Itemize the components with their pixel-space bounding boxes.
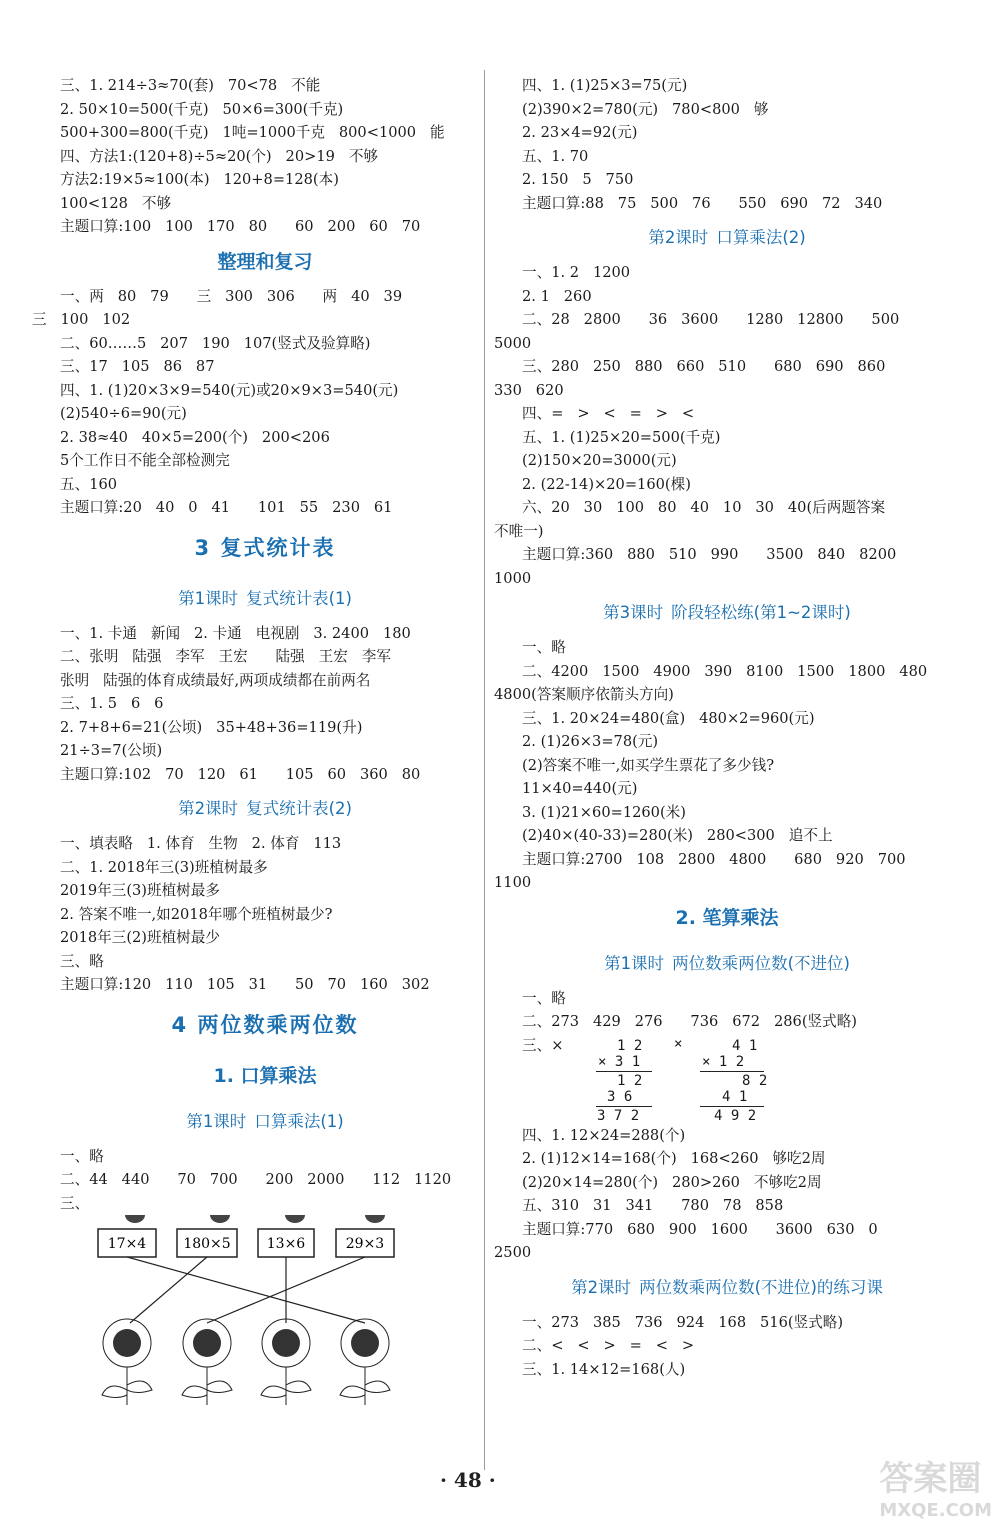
answer-line: 二、4200 1500 4900 390 8100 1500 1800 480 [522,662,928,680]
answer-line: 2. (1)12×14=168(个) 168<260 够吃2周 [522,1150,826,1167]
answer-line: 2. (22-14)×20=160(棵) [522,475,691,493]
oral-calc-line: 1000 [494,569,532,587]
lesson-number: 第2课时 [178,799,239,818]
answer-line: 二、44 440 70 700 200 2000 112 1120 [60,1171,452,1188]
answer-line: 六、20 30 100 80 40 10 30 40(后两题答案 [522,499,886,516]
section-title-written-multiplication: 2. 笔算乘法 [675,906,779,929]
lesson-number: 第3课时 [603,603,664,622]
calc-row: 1 2 [617,1072,643,1089]
lesson-number: 第2课时 [571,1277,632,1297]
lesson-title [60,786,470,832]
answer-line: 一、两 80 79 三 300 306 两 40 39 [60,287,403,305]
answer-line: 4800(答案顺序依箭头方向) [494,686,674,703]
calc-row: 8 2 [742,1072,768,1089]
answer-line: 一、略 [522,989,566,1007]
answer-line: 四、1. (1)20×3×9=540(元)或20×9×3=540(元) [60,381,399,399]
answer-line: 五、1. (1)25×20=500(千克) [522,428,721,446]
lesson-name: 阶段轻松练(第1~2课时) [671,603,851,622]
section-title-oral-multiplication: 1. 口算乘法 [213,1064,317,1087]
answer-line: 三、17 105 86 87 [60,358,215,375]
answer-line: (2)150×20=3000(元) [522,452,677,469]
lesson-number: 第2课时 [648,228,709,247]
column-divider [484,70,485,1470]
oral-calc-line: 主题口算:100 100 170 80 60 200 60 70 [60,218,421,235]
calc-row: 4 1 [732,1037,758,1054]
answer-line: 21÷3=7(公顷) [60,742,163,759]
calc-rule [596,1106,652,1107]
answer-line: 一、略 [60,1147,104,1165]
section-title-review: 整理和复习 [217,250,313,273]
lesson-name: 口算乘法(1) [254,1111,344,1131]
answer-line: 一、273 385 736 924 168 516(竖式略) [522,1313,844,1331]
oral-calc-line: 主题口算:120 110 105 31 50 70 160 302 [60,976,430,993]
oral-calc-line: 主题口算:360 880 510 990 3500 840 8200 [522,546,897,563]
bee-icon [207,1215,233,1223]
calc-row: 1 2 [617,1037,643,1054]
bee-flower-matching-figure [80,1215,470,1405]
answer-line: 3. (1)21×60=1260(米) [522,803,686,821]
lesson-title [522,941,932,987]
match-line [127,1257,365,1323]
lesson-number: 第1课时 [604,953,665,973]
lesson-number: 第1课时 [186,1111,247,1131]
answer-line: 2. 38≈40 40×5=200(个) 200<206 [60,428,330,446]
answer-line: 二、1. 2018年三(3)班植树最多 [60,858,268,876]
calc-row: 3 6 [607,1088,633,1105]
lesson-name: 两位数乘两位数(不进位)的练习课 [639,1277,883,1297]
expression-text: 17×4 [107,1236,147,1252]
answer-line: 四、1. (1)25×3=75(元) [522,77,688,94]
expression-text: 29×3 [345,1236,385,1252]
answer-line: 不唯一) [494,522,544,540]
answer-line: 张明 陆强的体育成绩最好,两项成绩都在前两名 [60,671,371,689]
answer-line: 500+300=800(千克) 1吨=1000千克 800<1000 能 [60,124,445,141]
lesson-name: 复式统计表(2) [246,799,352,818]
answer-line: 三、× [522,1036,564,1054]
answer-line: 一、略 [522,639,566,656]
answer-line: 2. (1)26×3=78(元) [522,733,659,750]
lesson-title [522,215,932,261]
flower-icon [261,1319,311,1405]
lesson-name: 口算乘法(2) [716,228,806,247]
answer-line: 2. 150 5 750 [522,171,634,188]
calc-rule [596,1071,652,1072]
answer-line: 2. 1 260 [522,287,592,305]
answer-line: 11×40=440(元) [522,780,638,797]
answer-line: (2)40×(40-33)=280(米) 280<300 追不上 [522,827,833,844]
right-column [494,74,932,1381]
answer-line: 三、 [60,1194,90,1212]
answer-line: 三、1. 20×24=480(盒) 480×2=960(元) [522,709,815,727]
oral-calc-line: 主题口算:20 40 0 41 101 55 230 61 [60,499,393,516]
match-line [130,1257,207,1323]
lesson-title [522,590,932,636]
lesson-title [60,1099,470,1145]
answer-line: 三、略 [60,952,104,970]
oral-calc-line: 主题口算:2700 108 2800 4800 680 920 700 [522,850,906,868]
wrong-mark: × [674,1035,683,1052]
calc-row: 3 7 2 [597,1107,640,1124]
answer-line: 三、1. 5 6 6 [60,695,164,712]
expression-text: 180×5 [183,1236,231,1252]
answer-line: 五、160 [60,475,118,493]
answer-line: 5个工作日不能全部检测完 [60,452,230,469]
flower-icon [340,1319,390,1405]
answer-line: (2)答案不唯一,如买学生票花了多少钱? [522,756,775,774]
matching-diagram [80,1215,470,1415]
answer-line: 二、28 2800 36 3600 1280 12800 500 [522,311,900,328]
answer-line: 三 100 102 [32,311,131,328]
lesson-title [522,1265,932,1311]
page-number: · 48 · [440,1468,496,1492]
answer-line: 5000 [494,334,532,352]
answer-line: 2018年三(2)班植树最少 [60,929,220,946]
answer-line: 2. 答案不唯一,如2018年哪个班植树最少? [60,905,333,923]
answer-line: 2019年三(3)班植树最多 [60,882,220,899]
bee-icon [282,1215,308,1223]
answer-line: 四、方法1:(120+8)÷5≈20(个) 20>19 不够 [60,147,379,165]
answer-line: 2. 50×10=500(千克) 50×6=300(千克) [60,100,344,118]
calc-row: 4 9 2 [714,1107,757,1124]
answer-line: (2)390×2=780(元) 780<800 够 [522,100,769,118]
lesson-name: 复式统计表(1) [246,588,352,608]
answer-line: 2. 7+8+6=21(公顷) 35+48+36=119(升) [60,718,363,736]
lesson-title [60,576,470,622]
watermark-url: MXQE.COM [879,1500,992,1521]
calc-row: × 3 1 [598,1053,641,1070]
vertical-calculations [522,1034,932,1124]
calc-row: × 1 2 [702,1053,745,1070]
answer-line: 五、310 31 341 780 78 858 [522,1197,784,1214]
oral-calc-line: 2500 [494,1244,532,1261]
watermark-text: 答案圈 [879,1459,982,1499]
chapter-title-4: 4 两位数乘两位数 [171,1012,359,1037]
answer-line: 一、1. 卡通 新闻 2. 卡通 电视剧 3. 2400 180 [60,624,411,642]
answer-line: 三、280 250 880 660 510 680 690 860 [522,358,886,375]
bee-icon [362,1215,388,1223]
answer-line: 100<128 不够 [60,194,172,212]
lesson-name: 两位数乘两位数(不进位) [672,953,850,973]
flower-icon [102,1319,152,1405]
lesson-number: 第1课时 [178,588,239,608]
answer-line: 四、= > < = > < [522,405,695,422]
oral-calc-line: 主题口算:770 680 900 1600 3600 630 0 [522,1220,878,1238]
answer-line: 330 620 [494,381,564,399]
oral-calc-line: 主题口算:88 75 500 76 550 690 72 340 [522,194,883,212]
answer-line: 二、60……5 207 190 107(竖式及验算略) [60,334,371,352]
answer-line: 五、1. 70 [522,147,589,165]
flower-icon [182,1319,232,1405]
answer-line: 二、273 429 276 736 672 286(竖式略) [522,1013,857,1030]
calc-row: 4 1 [722,1088,748,1105]
bee-icon [122,1215,148,1223]
answer-line: 二、张明 陆强 李军 王宏 陆强 王宏 李军 [60,648,391,665]
oral-calc-line: 1100 [494,874,532,891]
calc-rule [700,1071,764,1072]
answer-line: 一、填表略 1. 体育 生物 2. 体育 113 [60,835,342,852]
answer-line: 二、< < > = < > [522,1337,695,1354]
answer-line: 一、1. 2 1200 [522,264,631,281]
calc-rule [700,1106,764,1107]
watermark-logo [879,1451,992,1521]
answer-line: 三、1. 14×12=168(人) [522,1360,686,1378]
oral-calc-line: 主题口算:102 70 120 61 105 60 360 80 [60,765,421,783]
answer-line: (2)20×14=280(个) 280>260 不够吃2周 [522,1173,822,1191]
answer-line: 2. 23×4=92(元) [522,124,638,141]
chapter-title-3: 3 复式统计表 [194,535,336,560]
answer-line: 四、1. 12×24=288(个) [522,1126,686,1144]
answer-line: (2)540÷6=90(元) [60,405,187,422]
left-column [32,74,470,1405]
expression-text: 13×6 [266,1236,306,1252]
answer-line: 三、1. 214÷3≈70(套) 70<78 不能 [60,77,321,94]
answer-line: 方法2:19×5≈100(本) 120+8=128(本) [60,171,339,188]
